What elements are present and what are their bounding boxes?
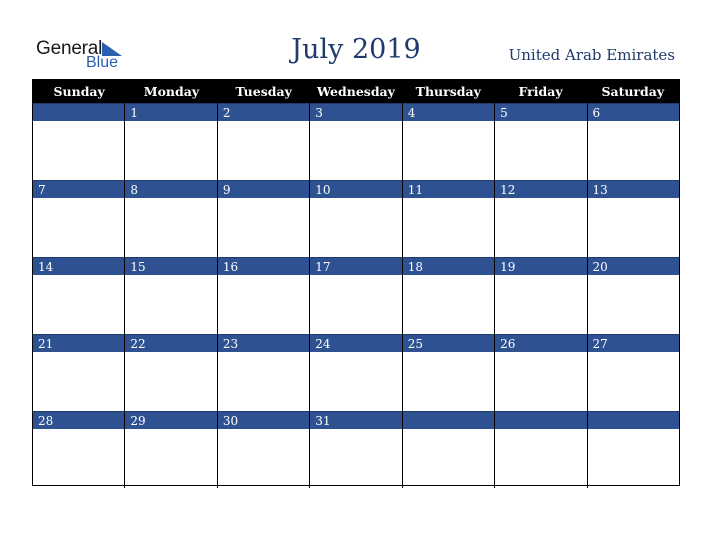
day-body: [125, 121, 216, 180]
day-cell[interactable]: [494, 180, 586, 257]
day-number: 4: [403, 103, 494, 121]
day-number: 7: [33, 180, 124, 198]
day-cell[interactable]: [494, 411, 586, 488]
day-cell[interactable]: [217, 411, 309, 488]
day-body: [588, 198, 679, 257]
day-body: [33, 121, 124, 180]
day-number: 30: [218, 411, 309, 429]
day-number: 24: [310, 334, 401, 352]
day-cell[interactable]: [217, 334, 309, 411]
day-body: [495, 352, 586, 411]
logo-text-blue: Blue: [86, 54, 119, 71]
day-cell[interactable]: [309, 411, 401, 488]
day-cell[interactable]: [33, 180, 124, 257]
day-number: 19: [495, 257, 586, 275]
day-body: [403, 352, 494, 411]
day-number: 14: [33, 257, 124, 275]
day-body: [125, 352, 216, 411]
day-cell[interactable]: [124, 103, 216, 180]
week-row: [33, 334, 679, 411]
day-body: [495, 429, 586, 488]
day-body: [33, 198, 124, 257]
day-number: 8: [125, 180, 216, 198]
day-number: 27: [588, 334, 679, 352]
day-number: [33, 103, 124, 121]
day-body: [33, 275, 124, 334]
day-number: 15: [125, 257, 216, 275]
day-body: [495, 121, 586, 180]
day-body: [125, 198, 216, 257]
day-number: 25: [403, 334, 494, 352]
weekday-saturday: Saturday: [601, 84, 665, 99]
day-body: [403, 275, 494, 334]
day-number: 18: [403, 257, 494, 275]
day-cell[interactable]: [402, 257, 494, 334]
country-name: United Arab Emirates: [508, 46, 675, 64]
day-number: 23: [218, 334, 309, 352]
day-number: [588, 411, 679, 429]
weekday-monday: Monday: [143, 84, 200, 99]
week-row: [33, 103, 679, 180]
day-number: [495, 411, 586, 429]
day-body: [403, 121, 494, 180]
day-cell[interactable]: [33, 103, 124, 180]
day-cell[interactable]: [124, 334, 216, 411]
day-number: 5: [495, 103, 586, 121]
weekday-tuesday: Tuesday: [235, 84, 292, 99]
day-cell[interactable]: [217, 257, 309, 334]
day-body: [218, 198, 309, 257]
day-number: 29: [125, 411, 216, 429]
day-cell[interactable]: [309, 180, 401, 257]
day-cell[interactable]: [494, 334, 586, 411]
day-body: [310, 198, 401, 257]
calendar-title: July 2019: [291, 34, 421, 65]
day-number: 12: [495, 180, 586, 198]
day-body: [125, 275, 216, 334]
day-cell[interactable]: [124, 180, 216, 257]
day-cell[interactable]: [124, 411, 216, 488]
day-cell[interactable]: [587, 334, 679, 411]
logo-text-general: General: [36, 38, 103, 59]
day-body: [495, 275, 586, 334]
day-body: [495, 198, 586, 257]
day-cell[interactable]: [33, 257, 124, 334]
week-row: [33, 180, 679, 257]
day-number: 2: [218, 103, 309, 121]
weekday-sunday: Sunday: [53, 84, 105, 99]
day-cell[interactable]: [402, 103, 494, 180]
day-number: [403, 411, 494, 429]
day-cell[interactable]: [402, 180, 494, 257]
day-number: 17: [310, 257, 401, 275]
day-body: [33, 429, 124, 488]
day-cell[interactable]: [587, 411, 679, 488]
day-number: 16: [218, 257, 309, 275]
day-number: 20: [588, 257, 679, 275]
day-cell[interactable]: [33, 334, 124, 411]
day-cell[interactable]: [587, 103, 679, 180]
day-cell[interactable]: [217, 103, 309, 180]
day-cell[interactable]: [33, 411, 124, 488]
calendar-grid: [32, 79, 680, 486]
day-body: [310, 429, 401, 488]
weekday-header-row: [33, 80, 679, 103]
day-number: 1: [125, 103, 216, 121]
day-number: 3: [310, 103, 401, 121]
day-cell[interactable]: [494, 257, 586, 334]
week-row: [33, 257, 679, 334]
day-number: 28: [33, 411, 124, 429]
day-body: [310, 121, 401, 180]
day-cell[interactable]: [587, 257, 679, 334]
day-number: 26: [495, 334, 586, 352]
weekday-thursday: Thursday: [415, 84, 481, 99]
day-cell[interactable]: [309, 334, 401, 411]
day-cell[interactable]: [587, 180, 679, 257]
day-body: [218, 275, 309, 334]
weekday-wednesday: Wednesday: [317, 84, 395, 99]
day-body: [218, 121, 309, 180]
day-body: [403, 429, 494, 488]
day-cell[interactable]: [124, 257, 216, 334]
day-body: [588, 352, 679, 411]
weeks-container: [33, 103, 679, 488]
day-number: 21: [33, 334, 124, 352]
day-cell[interactable]: [402, 411, 494, 488]
day-body: [125, 429, 216, 488]
day-number: 6: [588, 103, 679, 121]
day-body: [588, 275, 679, 334]
day-body: [218, 429, 309, 488]
day-body: [588, 121, 679, 180]
day-number: 9: [218, 180, 309, 198]
day-cell[interactable]: [217, 180, 309, 257]
day-cell[interactable]: [494, 103, 586, 180]
day-number: 11: [403, 180, 494, 198]
day-body: [33, 352, 124, 411]
day-cell[interactable]: [402, 334, 494, 411]
day-body: [310, 352, 401, 411]
day-number: 13: [588, 180, 679, 198]
weekday-friday: Friday: [518, 84, 563, 99]
day-number: 22: [125, 334, 216, 352]
day-body: [218, 352, 309, 411]
day-body: [403, 198, 494, 257]
day-cell[interactable]: [309, 257, 401, 334]
week-row: [33, 411, 679, 488]
day-number: 10: [310, 180, 401, 198]
day-number: 31: [310, 411, 401, 429]
day-body: [588, 429, 679, 488]
day-body: [310, 275, 401, 334]
day-cell[interactable]: [309, 103, 401, 180]
